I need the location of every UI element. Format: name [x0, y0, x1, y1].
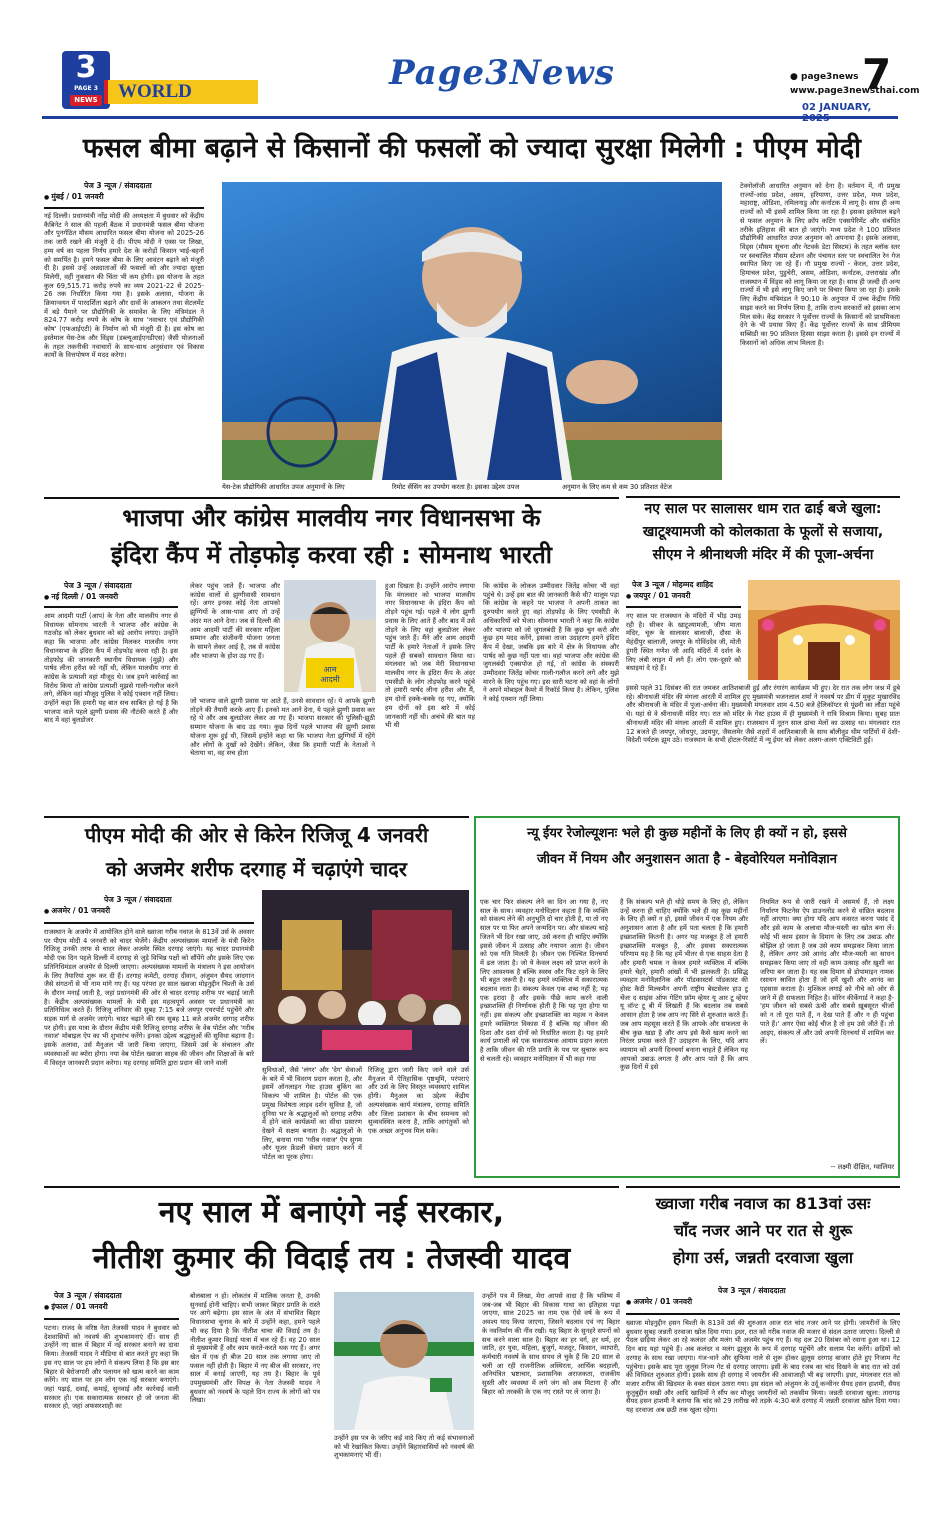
- byline-place: ● जयपुर / 01 जनवरी: [626, 591, 746, 602]
- byline-text: पेज 3 न्यूज / संवाददाता: [718, 1286, 786, 1295]
- story3-headline-line-1: नए साल पर सालासर धाम रात ढाई बजे खुला:: [644, 501, 882, 517]
- svg-text:आम: आम: [323, 665, 337, 674]
- story3-headline-line-3: सीएम ने श्रीनाथजी मंदिर में की पूजा-अर्चना: [652, 547, 874, 563]
- story1-byline: [44, 181, 204, 202]
- story4-byline: [44, 895, 244, 916]
- website: www.page3newsthai.com: [790, 86, 920, 96]
- story5-column-2: है कि संकल्प भले ही थोड़े समय के लिए हो, लेकिन उन्हें करना ही चाहिए क्योंकि भले ही वह कुछ महीनों के लिए ही क्यों न हो, इससे जीवन में एक नियम और अनुशासन आता है और हमें पता चलता है कि हमारी इच्छाशक्ति कितनी है। अगर यह मजबूत है तो हमारी इच्छाशक्ति मजबूत है, और इसका सकारात्मक परिणाम यह है कि यह हमें भीतर से एक साहस देता है और हमारी चमक न केवल हमारे व्यक्तित्व में बल्कि हमारे चेहरे, हमारी आंखों में भी झलकती है। प्रसिद्ध व्यवहार मनोवैज्ञानिक और पॉडकास्टर्स पॉडकास्ट की होस्ट कैटी मिल्कमैन अपनी राष्ट्रीय बेस्टसेलर हाउ टू चेंजः द साइंस ऑफ गेटिंग फ्रॉम व्हेयर यू आर टू व्हेयर यू वॉन्ट टू बी में लिखती हैं कि बदलाव तब सबसे आसान होता है जब आप नए सिरे से शुरुआत करते हैं। जब आप महसूस करते हैं कि आपके और सफलता के बीच कुछ खड़ा है और आप इसे कैसे खत्म करने का निरंतर प्रयास करते हैं? उदाहरण के लिए, यदि आप व्यायाम को अपनी दिनचर्या बनाना चाहते हैं लेकिन यह आपको उबाऊ लगता है और आप पाते हैं कि आप कुछ दिनों में इसे: [620, 898, 748, 1072]
- logo-word: PAGE 3: [74, 85, 98, 92]
- story3-headline-line-2: खाटूश्यामजी को कोलकाता के फूलों से सजाया,: [642, 524, 884, 540]
- dot-icon: ●: [790, 72, 801, 82]
- story2-byline: [44, 581, 184, 602]
- story6-byline-rule: [44, 1318, 179, 1320]
- story1-column-4: टेक्नोलॉजी आधारित अनुमान को देना है। वर्तमान में, नौ प्रमुख राज्यों-आंध्र प्रदेश, असम, हरियाणा, उत्तर प्रदेश, मध्य प्रदेश, महाराष्ट्र, ओडिशा, तमिलनाडु और कर्नाटक में लागू है। साथ ही अन्य राज्यों को भी इसमें शामिल किया जा रहा है। इसका इस्तेमाल बढ़ने से फसल अनुमान के लिए क्रॉप कटिंग एक्सपेरिमेंट और संबंधित तरीके इतिहास की बात हो जाएंगे। मध्य प्रदेश ने 100 प्रतिशत प्रौद्योगिकी आधारित उपज अनुमान को अपनाया है। इसके अलावा, विंड्स (मौसम सूचना और नेटवर्क डेटा सिस्टम) के तहत ब्लॉक स्तर पर स्वचालित मौसम स्टेशन और पंचायत स्तर पर स्वचालित रेन गेज स्थापित किए जा रहे हैं। नौ प्रमुख राज्यों - केरल, उत्तर प्रदेश, हिमाचल प्रदेश, पुडुचेरी, असम, ओडिशा, कर्नाटक, उत्तराखंड और राजस्थान में विंड्स को लागू किया जा रहा है। साथ ही जल्दी ही अन्य राज्यों में भी इसे लागू किए जाने पर विचार किया जा रहा है। इसके लिए केंद्रीय मंत्रिमंडल ने 90:10 के अनुपात में उच्च केंद्रीय निधि साझा करने का निर्णय लिया है, ताकि राज्य सरकारों को इसका लाभ मिल सके। केंद्र सरकार ने पूर्वोत्तर राज्यों के किसानों को प्राथमिकता देने के भी प्रयास किए हैं। केंद्र पूर्वोत्तर राज्यों के साथ प्रीमियम सब्सिडी का 90 प्रतिशत हिस्सा साझा करता है। इससे इन राज्यों में किसानों को अधिक लाभ मिलता है।: [740, 182, 900, 347]
- story1-column-1: नई दिल्ली। प्रधानमंत्री नरेंद्र मोदी की अध्यक्षता में बुधवार को केंद्रीय कैबिनेट ने साल की पहली बैठक में प्रधानमंत्री फसल बीमा योजना और पुनर्गठित मौसम आधारित फसल बीमा योजना को 2025-26 तक जारी रखने की मंजूरी दे दी। पीएम मोदी ने एक्स पर लिखा, हम्य वर्ष का पहला निर्णय हमारे देश के करोड़ों किसान भाई-बहनों को समर्पित है। हमने फसल बीमा के लिए आवंटन बढ़ाने को मंजूरी दी है। इससे उन्हें अन्नदाताओं की फसलों को और ज्यादा सुरक्षा मिलेगी, वहीं नुकसान की चिंता भी कम होगी। इस योजना के तहत कुल 69,515.71 करोड़ रुपये का व्यय 2021-22 से 2025-26 तक निर्धारित किया गया है। इसके अलावा, योजना के क्रियान्वयन में पारदर्शिता बढ़ाने और दावों के आकलन तथा सेटलमेंट में बड़े पैमाने पर प्रौद्योगिकी के समावेश के लिए मंत्रिमंडल ने 824.77 करोड़ रुपये के कोष के साथ 'नवाचार एवं प्रौद्योगिकी कोष' (एफआईएटी) के निर्माण को भी मंजूरी दी है। इस कोष का इस्तेमाल येस-टेक और विंड्स (डब्ल्यूआईएनडीएस) जैसी योजनाओं के तहत तकनीकी नवाचारों के साथ-साथ अनुसंधान एवं विकास कार्यों के वित्तपोषण में मदद करेगा।: [44, 212, 204, 360]
- story5-headline-line-2: जीवन में नियम और अनुशासन आता है - बेहवोरियल मनोविज्ञान: [536, 852, 838, 867]
- story2-headline-line-1: भाजपा और कांग्रेस मालवीय नगर विधानसभा के: [122, 504, 541, 532]
- byline-text: पेज 3 न्यूज / संवाददाता: [64, 581, 132, 590]
- section-label: WORLD: [118, 81, 192, 102]
- story3-column-1: नए साल पर राजस्थान के मंदिरों में भीड़ उमड़ रही है। सीकर के खाटूश्यामजी, जीण माता मंदिर, चूरू के सालासर बालाजी, दौसा के मेहंदीपुर बालाजी, जयपुर के गोविंददेव जी, मोती डूंगरी स्थित गणेश जी आदि मंदिरों में दर्शन के लिए लंबी लाइन में लगे हैं। लोग एक-दूसरे को बधाइयां दे रहे हैं।: [626, 612, 741, 673]
- story7-byline-rule: [626, 1313, 900, 1315]
- story7-headline-line-1: ख्वाजा गरीब नवाज का 813वां उसः: [655, 1194, 871, 1213]
- header: [42, 48, 920, 118]
- temple-photo-svg: [748, 580, 900, 680]
- byline-place: ● नई दिल्ली / 01 जनवरी: [44, 592, 184, 603]
- header-rule: [42, 116, 898, 119]
- tejashwi-photo-svg: [334, 1292, 474, 1430]
- ajmer-dargah-photo: [262, 890, 469, 1062]
- story7-body: ख्वाजा मोइनुद्दीन हसन चिश्ती के 813वें उर्स की शुरुआत आज रात चांद नजर आने पर होगी। जायरीनों के लिए बुधवार सुबह जन्नती दरवाजा खोल दिया गया। इधर, रात को गरीब नवाज की मजार से संदल उतारा जाएगा। दिल्ली से पैदल छड़िया लेकर आ रहे कलंदर और मलंग भी अजमेर पहुंच गए हैं। यह दल 20 दिसंबर को रवाना हुआ था। 12 दिन बाद यहां पहुंचे हैं। अब कलंदर व मलंग झुलूस के रूप में दरगाह पहुंचेंगे और सलाम पेश करेंगे। छड़ियों को दरगाह के साथ रखा जाएगा। गंज-थाने और सुफिया नाले से शुरू होकर झुलूस दरगाह बाजार होते हुए निजाम गेट पहुंचेगा। इसके बाद पूरा जुलूस निज्म गेट से दरगाह जाएगा। इसी के बाद रजब का चांद दिखने के बाद रात को उर्स की विधिवत शुरुआत होगी। इसके साथ ही दरगाह में जायरीन की आवाजाही भी बढ़ जाएगी। इधर, मंगलवार रात को मजार शरीफ की खिदमत के वक्त संदल उतारा गया। इस संदल को अंजुमन के उर्दू कन्वीनर सैयद हसन हाशमी, सैयद कुतुबुद्दीन सखी और आदि खादिमों ने सौंप कर मौजूद जायरीनों को तकसीम किया। जन्नती दरवाजा खुला: तारागढ़ सैयद हसन हाशमी ने बताया कि चांद को 29 तारीख को तड़के 4:30 बजे दरगाह में जन्नती दरवाजा खोल दिया गया। यह दरवाजा अब छठी तक खुला रहेगा।: [626, 1319, 900, 1415]
- story7-top-rule: [626, 1186, 900, 1188]
- modi-photo-caption-3: अनुमान के लिए कम से कम 30 प्रतिशत वेटेज: [562, 483, 672, 491]
- page3-logo: [62, 51, 110, 109]
- story6-column-1: पटना। राजद के वरिष्ठ नेता तेजस्वी यादव ने बुधवार को देशवासियों को नववर्ष की शुभकामनाएं दीं। साथ ही उन्होंने नए साल में बिहार में नई सरकार बनाने का दावा किया। तेजस्वी यादव ने मीडिया से बात करते हुए कहा कि इस नए साल पर हम लोगों ने संकल्प लिया है कि इस बार बिहार से बेरोजगारी और पलायन को खत्म करने का काम करेंगे। नए साल पर हम लोग एक नई सरकार बनाएंगे। जहां पढ़ाई, दवाई, कमाई, सुनवाई और कार्रवाई वाली सरकार हो। एक सकारात्मक सरकार हो जो जनता की सरकार हो, जहां अफसरशाही का: [44, 1324, 179, 1411]
- story2-column-2-top: लेकर पहुंच जाते हैं। भाजपा और कांग्रेस वालों से झुग्गीवासी सावधान रहें। अगर इनका कोई नेता आपको झुग्गियों के आस-पास आए तो उन्हें अंदर मत आने देना। जब से दिल्ली की आम आदमी पार्टी की सरकार महिला सम्मान और संजीवनी योजना जनता के सामने लेकर आई है, तब से कांग्रेस और भाजपा के होश उड़ गए हैं।: [190, 582, 280, 660]
- byline-place: ● मुंबई / 01 जनवरी: [44, 192, 204, 203]
- section-tab: [104, 80, 258, 104]
- ajmer-dargah-photo-svg: [262, 890, 469, 1062]
- byline-text: पेज 3 न्यूज / संवाददाता: [84, 181, 152, 190]
- story2-column-4: कि कांग्रेस के लोकल उम्मीदवार जितेंद्र कोचर भी वहां पहुंचे थे। उन्हें इस बात की जानकारी कैसे थी? मालूम पड़ा कि कांग्रेस के कहने पर भाजपा ने अपनी ताकत का दुरुपयोग करते हुए वहां तोड़फोड़ के लिए एमसीडी के अधिकारियों को भेजा। सोमनाथ भारती ने कहा कि कांग्रेस और भाजपा को जो जुगलबंदी है कि कुछ चुन करो और कुछ हम मदद करेंगे, इसका ताजा उदाहरण हमने इंदिरा कैंप में देखा, जबकि इस बारे में क्षेत्र के विधायक और पार्षद को कुछ नहीं पता था। वहां भाजपा और कांग्रेस की जुगलबंदी एक्सपोज हो गई, तो कांग्रेस के संस्कारी उम्मीदवार जितेंद्र कोचर गाली-गलौज करने लगे और मुझे मारने के लिए पहुंच गए। इस सारी घटना को वहां के लोगों ने अपने मोबाइल कैमरे में रिकॉर्ड किया है। लेकिन, पुलिस ने कोई एक्शन नहीं लिया।: [483, 582, 619, 704]
- temple-photo: [748, 580, 900, 680]
- byline-text: पेज 3 न्यूज / संवाददाता: [104, 895, 172, 904]
- handle-text: page3news: [801, 72, 859, 82]
- story6-headline-line-1: नए साल में बनाएंगे नई सरकार,: [158, 1195, 505, 1230]
- handle: [790, 72, 859, 82]
- story4-byline-rule: [44, 922, 254, 924]
- byline-place: ● अजमेर / 01 जनवरी: [44, 906, 244, 917]
- svg-text:आदमी: आदमी: [320, 675, 340, 684]
- story4-headline-line-2: को अजमेर शरीफ दरगाह में चढ़ाएंगे चादर: [106, 857, 407, 881]
- modi-photo-svg: [222, 182, 722, 480]
- story5-signature: -- लक्ष्मी दीक्षित, ग्वालियर: [830, 1163, 894, 1171]
- story2-column-1: आम आदमी पार्टी (आप) के नेता और मालवीय नगर से विधायक सोमनाथ भारती ने भाजपा और कांग्रेस के गठजोड़ को लेकर बुधवार को बड़े आरोप लगाए। उन्होंने कहा कि भाजपा और कांग्रेस मिलकर मालवीय नगर विधानसभा के इंदिरा कैंप में तोड़फोड़ करवा रही है। इस तोड़फोड़ की जानकारी स्थानीय विधायक (मुझे) और पार्षद लीना हरीश को नहीं थी, लेकिन मालवीय नगर से कांग्रेस के प्रत्याशी वहां मौजूद थे। जब हमने कार्रवाई का विरोध किया तो कांग्रेस प्रत्याशी मुझसे गाली-गलौज करने लगे, लेकिन वहां मौजूद पुलिस ने कोई एक्शन नहीं लिया। उन्होंने कहा कि हमारी यह बात सच साबित हो गई है कि भाजपा वाले पहले झुग्गी प्रवास की नौटंकी करते हैं और बाद में वहां बुलडोजर: [44, 612, 178, 725]
- story2-headline-line-2: इंदिरा कैंप में तोड़फोड़ करवा रही : सोमनाथ भारती: [111, 541, 552, 569]
- story4-column-2: सुविधाओं, जैसे 'लंगर' और 'देग' सेवाओं के बारे में भी विवरण प्रदान करता है, और इसमें ऑनलाइन गेस्ट हाउस बुकिंग का विकल्प भी शामिल है। पोर्टल की एक प्रमुख विशेषता लाइव दर्शन सुविधा है, जो दुनिया भर के श्रद्धालुओं को दरगाह शरीफ में होने वाले कार्यक्रमों का सीधा प्रसारण देखने में सक्षम बनाता है। श्रद्धालुओं के लिए, बनाया गया 'गरीब नवाज' ऐप सुगम और यूजर फ्रेंडली सेवाएं प्रदान करने में पोर्टल का पूरक होगा।: [262, 1066, 362, 1162]
- modi-photo-caption-2: रिमोट सेंसिंग का उपयोग करता है। इसका उद्देश्य उपज: [392, 483, 520, 491]
- tejashwi-photo-caption: उन्होंने इस पत्र के जरिए कई वादे किए तो कई संभावनाओं को भी रेखांकित किया। उन्होंने बिहारवासियों को नववर्ष की शुभकामनाएं भी दीं।: [334, 1434, 474, 1460]
- byline-place: ● इंफाल / 01 जनवरी: [44, 1302, 224, 1313]
- byline-text: पेज 3 न्यूज / संवाददाता: [54, 1291, 122, 1300]
- story1-byline-rule: [44, 207, 204, 209]
- story4-column-1: राजस्थान के अजमेर में आयोजित होने वाले ख्वाजा गरीब नवाज के 813वें उर्स के अवसर पर पीएम मोदी 4 जनवरी को चादर भेजेंगे। केंद्रीय अल्पसंख्यक मामलों के मंत्री किरेन रिजिजू उनकी तरफ से चादर लेकर अजमेर स्थित दरगाह जाएंगे। यह चादर प्रधानमंत्री मोदी एक दिन पहले दिल्ली में दरगाह से जुड़े विभिन्न पक्षों को सौंपेंगे और इसके लिए एक प्रतिनिधिमंडल अजमेर से दिल्ली जाएगा। अल्पसंख्यक मामलों के मंत्रालय ने इस आयोजन के लिए तैयारियां शुरू कर दी हैं। दरगाह कमेटी, दरगाह दीवान, अंजुमन सैयद जादगान जैसे संगठनों से भी नाम मांगे गए हैं। यह परंपरा हर साल ख्वाजा मोइनुद्दीन चिश्ती के उर्स के दौरान मनाई जाती है, जहां प्रधानमंत्री की ओर से चादर दरगाह शरीफ पर चढ़ाई जाती है। केंद्रीय अल्पसंख्यक मामलों के मंत्री इस महत्वपूर्ण अवसर पर प्रधानमंत्री का प्रतिनिधित्व करते हैं। रिजिजू शनिवार की सुबह 7:15 बजे जयपुर एयरपोर्ट पहुंचेंगे और सड़क मार्ग से अजमेर जाएंगे। चादर चढ़ाने की रस्म सुबह 11 बजे अजमेर दरगाह शरीफ पर होगी। इस यात्रा के दौरान केंद्रीय मंत्री रिजिजू दरगाह शरीफ के वेब पोर्टल और 'गरीब नवाज' मोबाइल ऐप का भी शुभारंभ करेंगे। इनका उद्देश्य श्रद्धालुओं की सुविधा बढ़ाना है। इसके अलावा, उर्स मैनुअल भी जारी किया जाएगा, जिसमें उर्स के संचालन और व्यवस्थाओं का ब्योरा होगा। नया वेब पोर्टल ख्वाजा साहब की जीवन और शिक्षाओं के बारे में विस्तृत जानकारी प्रदान करेगा। यह दरगाह समिति द्वारा प्रदान की जाने वाली: [44, 928, 254, 1067]
- section-rule-2: [44, 1186, 619, 1188]
- modi-photo: [222, 182, 722, 480]
- modi-photo-caption-1: येस-टेक प्रौद्योगिकी आधारित उपज अनुमानों के लिए: [222, 483, 345, 491]
- story2-byline-rule: [44, 606, 178, 608]
- tejashwi-photo: [334, 1292, 474, 1430]
- masthead: Page3News: [389, 53, 615, 93]
- byline-text: पेज 3 न्यूज / मोहम्मद शाहिद: [632, 580, 714, 589]
- story6-headline-line-2: नीतीश कुमार की विदाई तय : तेजस्वी यादव: [92, 1241, 571, 1276]
- story7-headline-line-2: चाँद नजर आने पर रात से शुरू: [673, 1221, 853, 1240]
- issue-date: 02 JANUARY,: [802, 102, 872, 113]
- story5-headline-line-1: न्यू ईयर रेजोल्यूशनः भले ही कुछ महीनों के लिए ही क्यों न हो, इससे: [527, 826, 847, 841]
- story7-headline-line-3: होगा उर्स, जन्नती दरवाजा खुला: [672, 1248, 854, 1267]
- logo-number: 3: [75, 50, 97, 85]
- story4-headline-line-1: पीएम मोदी की ओर से किरेन रिजिजू 4 जनवरी: [84, 823, 429, 847]
- story5-column-3: नियमित रूप से जारी रखने में असमर्थ हैं, तो लक्ष्य निर्धारण फिटनेस ऐप डाउनलोड करने से वांछित बदलाव नहीं आएगा। क्या होगा यदि आप कसरत करना पसंद दें और इसे काम के अलावा मौज-मस्ती का खोत बना लें। कोई भी काम इंसान के दिमाग के लिए तब उबाऊ और बोझिल हो जाता है जब उसे काम समझकर किया जाता है, लेकिन अगर उसे आनंद और मौज-मस्ती का साधन समझकर किया जाए तो वही काम उत्साह और ख़ुशी का जरिया बन जाता है। यह सब दिमाग से डोपामाइन नामक रसायन स्रावित होता है जो हमें खुशी और आनंद का एहसास कराता है। मुश्किल लगाई को नीचे को ओर से जाने में ही सफलता निहित है। सोरेन कीर्केगार्ड ने कहा है- 'हम जीवन को सबसे ऊंची और सबसे ख़ूबसूरत चीजों को न तो पूरा पाते हैं, न देख पाते हैं और न ही पहुंचा पाते हैं।' अगर ऐसा कोई चीज है तो हम उसे जीते हैं। तो आइए, संकल्प लें और उसे अपनी दिनचर्या में शामिल कर लें।: [760, 898, 894, 1046]
- story1-headline: फसल बीमा बढ़ाने से किसानों की फसलों को ज्यादा सुरक्षा मिलेगी : पीएम मोदी: [82, 133, 862, 164]
- story2-column-2-bottom: जो भाजपा वाले झुग्गी प्रवास पर आते हैं, उनसे सावधान रहें। ये आपके झुग्गी तोड़ने की तैयारी करके आए हैं। इनको मत आने देना, ये पहले झुग्गी प्रवास कर रहे थे और अब बुलडोजर लेकर आ गए हैं। भाजपा सरकार की पुलिसी-झूठी सम्मान योजना के बाद उड़ गया। कुछ दिनों पहले भाजपा की झुग्गी प्रवास योजना शुरू हुई थी, जिसमें इन्होंने कहा था कि भाजपा नेता झुग्गियों में रहेंगे और लोगों के दुखों को देखेंगे। लेकिन, जैसा कि हमारी पार्टी के नेताओं ने चेताया था, वह सच होता: [190, 697, 375, 758]
- byline-place: ● अजमेर / 01 जनवरी: [626, 1297, 900, 1308]
- story6-column-3: उन्होंने पत्र में लिखा, मेरा आपसे वादा है कि भविष्य में जब-जब भी बिहार की विकास गाथा का इतिहास पढ़ा जाएगा, साल 2025 का नाम एक ऐसे वर्ष के रूप में अवश्य याद किया जाएगा, जिसने बदलाव एवं नए बिहार के नवनिर्माण की नींव रखी। यह बिहार के सुनहरे सपनों को सच करने वाला साल है। बिहार का हर वर्ग, हर धर्म, हर जाति, हर युवा, महिला, बुजुर्ग, मजदूर, किसान, व्यापारी, कर्मचारी नववर्ष के साथ सपथ ले चुके हैं कि 20 साल से चली आ रही राजनीतिक अस्थिरता, आर्थिक बदहाली, अनियंत्रित भ्रष्टाचार, प्रशासनिक अराजकता, राजकीय सुस्ती और व्यवस्था में लगे जंग को अब मिटाना है और बिहार को तरक्की के एक नए रास्ते पर ले जाना है।: [482, 1292, 620, 1396]
- story2-column-3: हुआ दिखता है। उन्होंने आरोप लगाया कि मंगलवार को भाजपा मालवीय नगर विधानसभा के इंदिरा कैंप को तोड़ने पहुंच गई। पहले ये लोग झुग्गी प्रवास के लिए आते हैं और बाद में उसे तोड़ने के लिए वहां बुलडोजर लेकर पहुंच जाते हैं। मैंने और आम आदमी पार्टी के हमारे नेताओं ने इसके लिए पहले ही सबको सावधान किया था। मंगलवार को जब मेरी विधानसभा मालवीय नगर के इंदिरा कैंप के अंदर एमसीडी के लोग तोड़फोड़ करने पहुंचे तो हमारी पार्षद लीना हरीश और मैं, हम दोनों हक्के-बक्के रह गए, क्योंकि हम दोनों को इस बारे में कोई जानकारी नहीं थी। अचंभे की बात यह भी थी: [385, 582, 475, 730]
- story6-column-2: बोलबाला न हो। लोकतंत्र में मालिक जनता है, उनकी सुनवाई होनी चाहिए। सभी जाकर बिहार प्रगति के रास्ते पर आगे बढ़ेगा। इस साल के अंत में संभावित बिहार विधानसभा चुनाव के बारे में उन्होंने कहा, हमने पहले भी कह दिया है कि नीतीश चाचा की विदाई तय है। नीतीश कुमार विदाई यात्रा में चल रहे हैं। वह 20 साल से मुख्यमंत्री हैं और काम करते-करते थक गए हैं। अगर खेत में एक ही बीज 20 साल तक लगाया जाए तो फसल नहीं होती है। बिहार में नए बीज की सरकार, नए साल में बनाई जाएगी, यह तय है। बिहार के पूर्व उपमुख्यमंत्री और विपक्ष के नेता तेजस्वी यादव ने बुधवार को नववर्ष के पहले दिन राज्य के लोगों को पत्र लिखा।: [190, 1292, 320, 1405]
- story7-byline: [626, 1286, 900, 1307]
- page-number: 7: [862, 50, 892, 99]
- somnath-photo: [284, 580, 376, 692]
- story3-byline: [626, 580, 746, 601]
- story5-column-1: एक चार फिर संकल्प लेने का दिन आ गया है, नए साल के साथ। व्यवहार मनोविज्ञान कहता है कि व्यक्ति को संकल्प लेने की अनुभूति दो चार होती है, या तो नए साल पर या फिर अपने जन्मदिन पर। और संकल्प चाहे जितने भी दिन रखा जाए, उसे करना ही चाहिए क्योंकि इससे जीवन में उत्साह और नयापन आता है। जीवन को एक गति मिलती है। जीवन एक निश्चित दिनचर्या में ढल जाता है। जो ये केवल लक्ष्य को प्राप्त करने के लिए आवश्यक है बल्कि स्वस्थ और फिट रहने के लिए भी बहुत जरूरी है। यह हमारे व्यक्तित्व में सकारात्मक बदलाव लाता है। संकल्प केवल एक शब्द नहीं है; यह एक इरादा है और इसके पीछे काम करने वाली इच्छाशक्ति ही निर्णायक होती है कि यह पूरा होगा या नहीं। इस संकल्प और इच्छाशक्ति का महत्व न केवल हमारे व्यक्तिगत विकास में है बल्कि यह जीवन की दिशा और दशा दोनों को निर्धारित करता है। यह हमारे कार्य प्रणाली को एक सकारात्मक आयाम प्रदान करता है ताकि जीवन की गति प्रगति के पथ पर सुचारू रूप से चलती रहे। व्यवहार मनोविज्ञान में भी कहा गया: [480, 898, 608, 1063]
- logo-news: NEWS: [70, 95, 102, 106]
- story3-byline-rule: [626, 606, 741, 608]
- story3-full-body: इससे पहले 31 दिसंबर की रात जमकर आतिशबाजी हुई और रंगारंग कार्यक्रम भी हुए। देर रात तक लोग जश्न में डूबे रहे। श्रीनाथजी मंदिर की मंगला आरती में शामिल हुए मुख्यमंत्री भजनलाल शर्मा ने नववर्ष पर डीग में मुकुट मुखारविंद और श्रीनाथजी के मंदिर में पूजा-अर्चना की। मुख्यमंत्री मंगलवार शाम 4.50 बजे हेलिकॉप्टर से पूंछरी का लौठा पहुंचे थे। यहां से वे श्रीनाथजी मंदिर गए। रात को मंदिर के गेस्ट हाउस में ही मुख्यमंत्री ने रात्रि विश्राम किया। सुबह प्रातः श्रीनाथजी मंदिर की मंगला आरती में शामिल हुए। राजस्थान में नूतन साल ढांचा मेलों का उत्साह था। मंगलवार रात 12 बजते ही जयपुर, जोधपुर, उदयपुर, जैसलमेर जैसे शहरों में आतिशबाजी के साथ बॉलीवुड थीम पार्टियों में देशी-विदेशी पर्यटक झूम उठे। राजस्थान के सभी होटल-रिसॉर्ट में न्यू ईयर को लेकर अलग-अलग एक्टिविटी हुईं।: [626, 684, 900, 745]
- story4-column-3: रिजिजू द्वारा जारी किए जाने वाले उर्स मैनुअल में ऐतिहासिक पृष्ठभूमि, परंपराएं और उर्स के लिए विस्तृत व्यवस्थाएं शामिल होंगी। मैनुअल का उद्देश्य केंद्रीय अल्पसंख्यक कार्य मंत्रालय, दरगाह समिति और जिला प्रशासन के बीच समन्वय को सुव्यवस्थित करना है, ताकि आगंतुकों को एक अच्छा अनुभव मिल सके।: [368, 1066, 469, 1135]
- somnath-photo-svg: [284, 580, 376, 692]
